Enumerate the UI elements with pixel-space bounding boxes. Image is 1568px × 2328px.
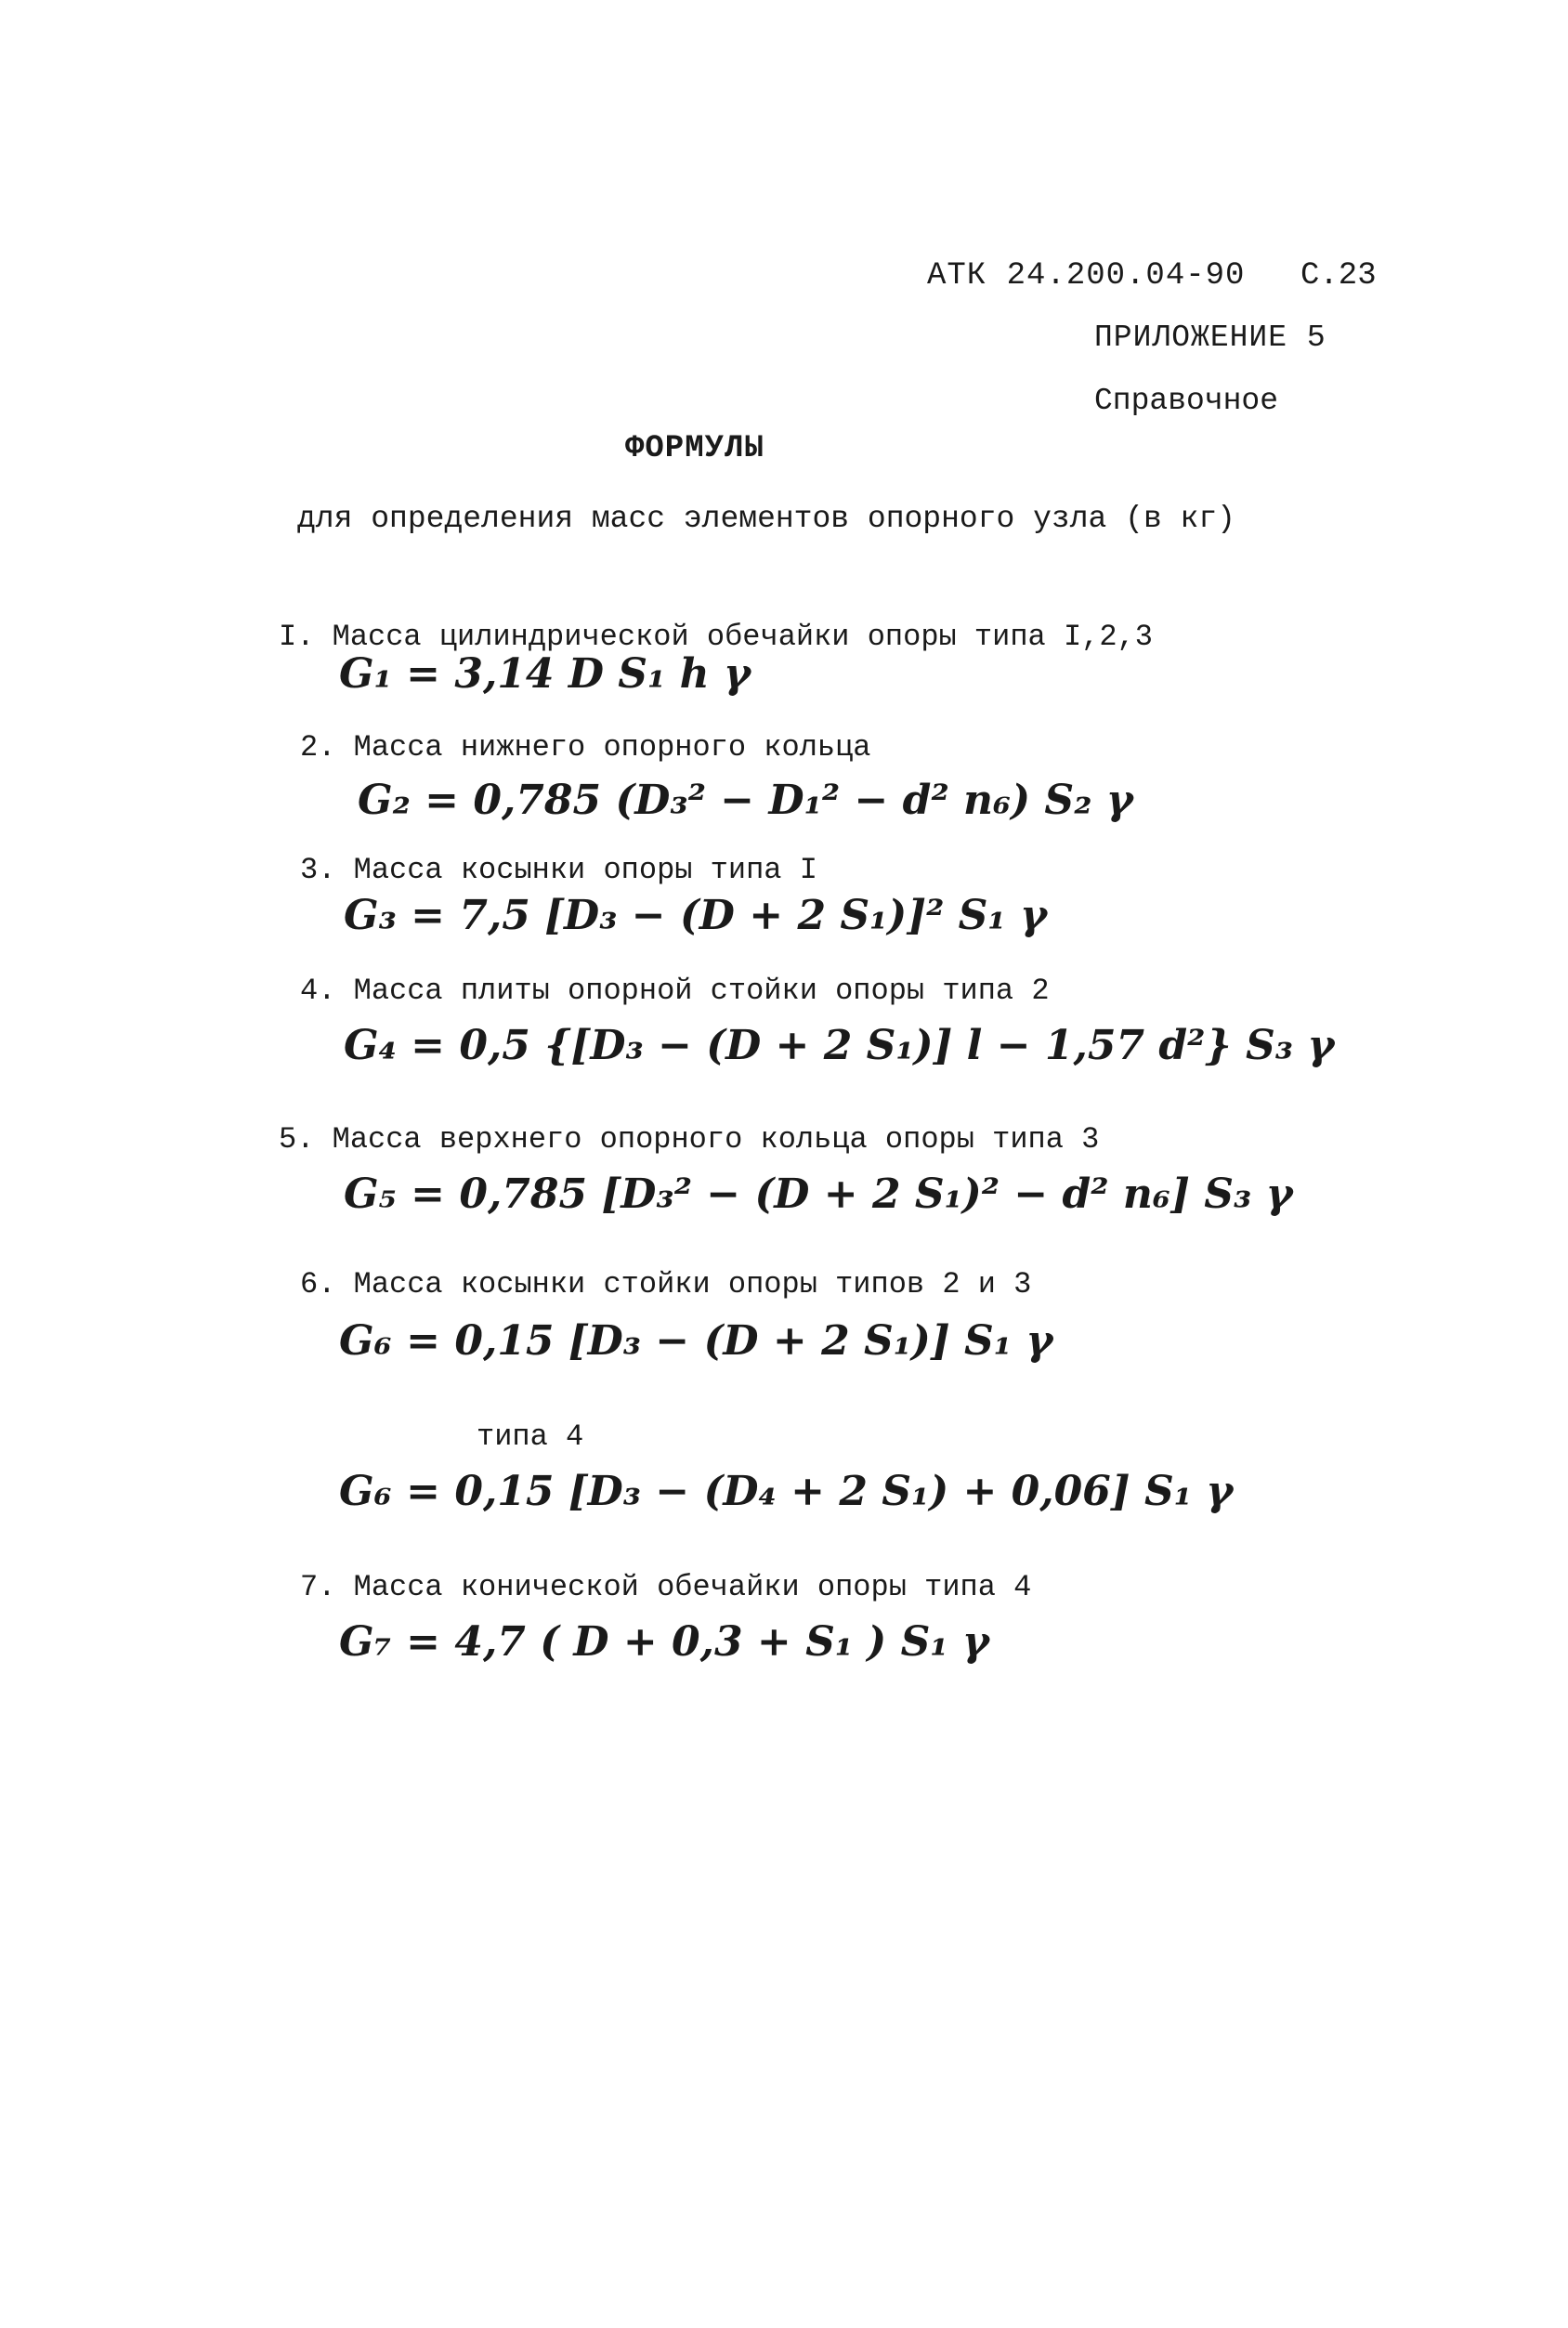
item-1-label: I. Масса цилиндрической обечайки опоры типа I,2,3 (279, 620, 1153, 654)
item-1-formula: G₁ = 3,14 D S₁ h γ (339, 650, 751, 698)
item-4-formula: G₄ = 0,5 {[D₃ − (D + 2 S₁)] l − 1,57 d²} S₃ γ (344, 1022, 1335, 1069)
item-5-formula: G₅ = 0,785 [D₃² − (D + 2 S₁)² − d² n₆] S₃ γ (344, 1171, 1293, 1218)
document-code: АТК 24.200.04-90 (927, 258, 1246, 294)
page-title: ФОРМУЛЫ (625, 431, 764, 466)
item-6-formula: G₆ = 0,15 [D₃ − (D + 2 S₁)] S₁ γ (339, 1317, 1053, 1365)
item-6-label: 6. Масса косынки стойки опоры типов 2 и 3 (300, 1267, 1032, 1301)
item-3-label: 3. Масса косынки опоры типа I (300, 853, 817, 887)
item-5-label: 5. Масса верхнего опорного кольца опоры типа 3 (279, 1122, 1100, 1157)
item-7-formula: G₇ = 4,7 ( D + 0,3 + S₁ ) S₁ γ (339, 1618, 989, 1666)
item-2-formula: G₂ = 0,785 (D₃² − D₁² − d² n₆) S₂ γ (358, 777, 1133, 824)
item-2-label: 2. Масса нижнего опорного кольца (300, 730, 871, 765)
item-4-label: 4. Масса плиты опорной стойки опоры типа 2 (300, 974, 1050, 1008)
reference-label: Справочное (1094, 384, 1279, 418)
page-subtitle: для определения масс элементов опорного узла (в кг) (297, 502, 1235, 536)
item-6-variant-label: типа 4 (477, 1419, 584, 1454)
item-6-variant-formula: G₆ = 0,15 [D₃ − (D₄ + 2 S₁) + 0,06] S₁ γ (339, 1468, 1234, 1515)
item-7-label: 7. Масса конической обечайки опоры типа 4 (300, 1570, 1032, 1604)
item-3-formula: G₃ = 7,5 [D₃ − (D + 2 S₁)]² S₁ γ (344, 892, 1048, 939)
annex-label: ПРИЛОЖЕНИЕ 5 (1094, 320, 1326, 355)
page-number: С.23 (1300, 258, 1377, 294)
